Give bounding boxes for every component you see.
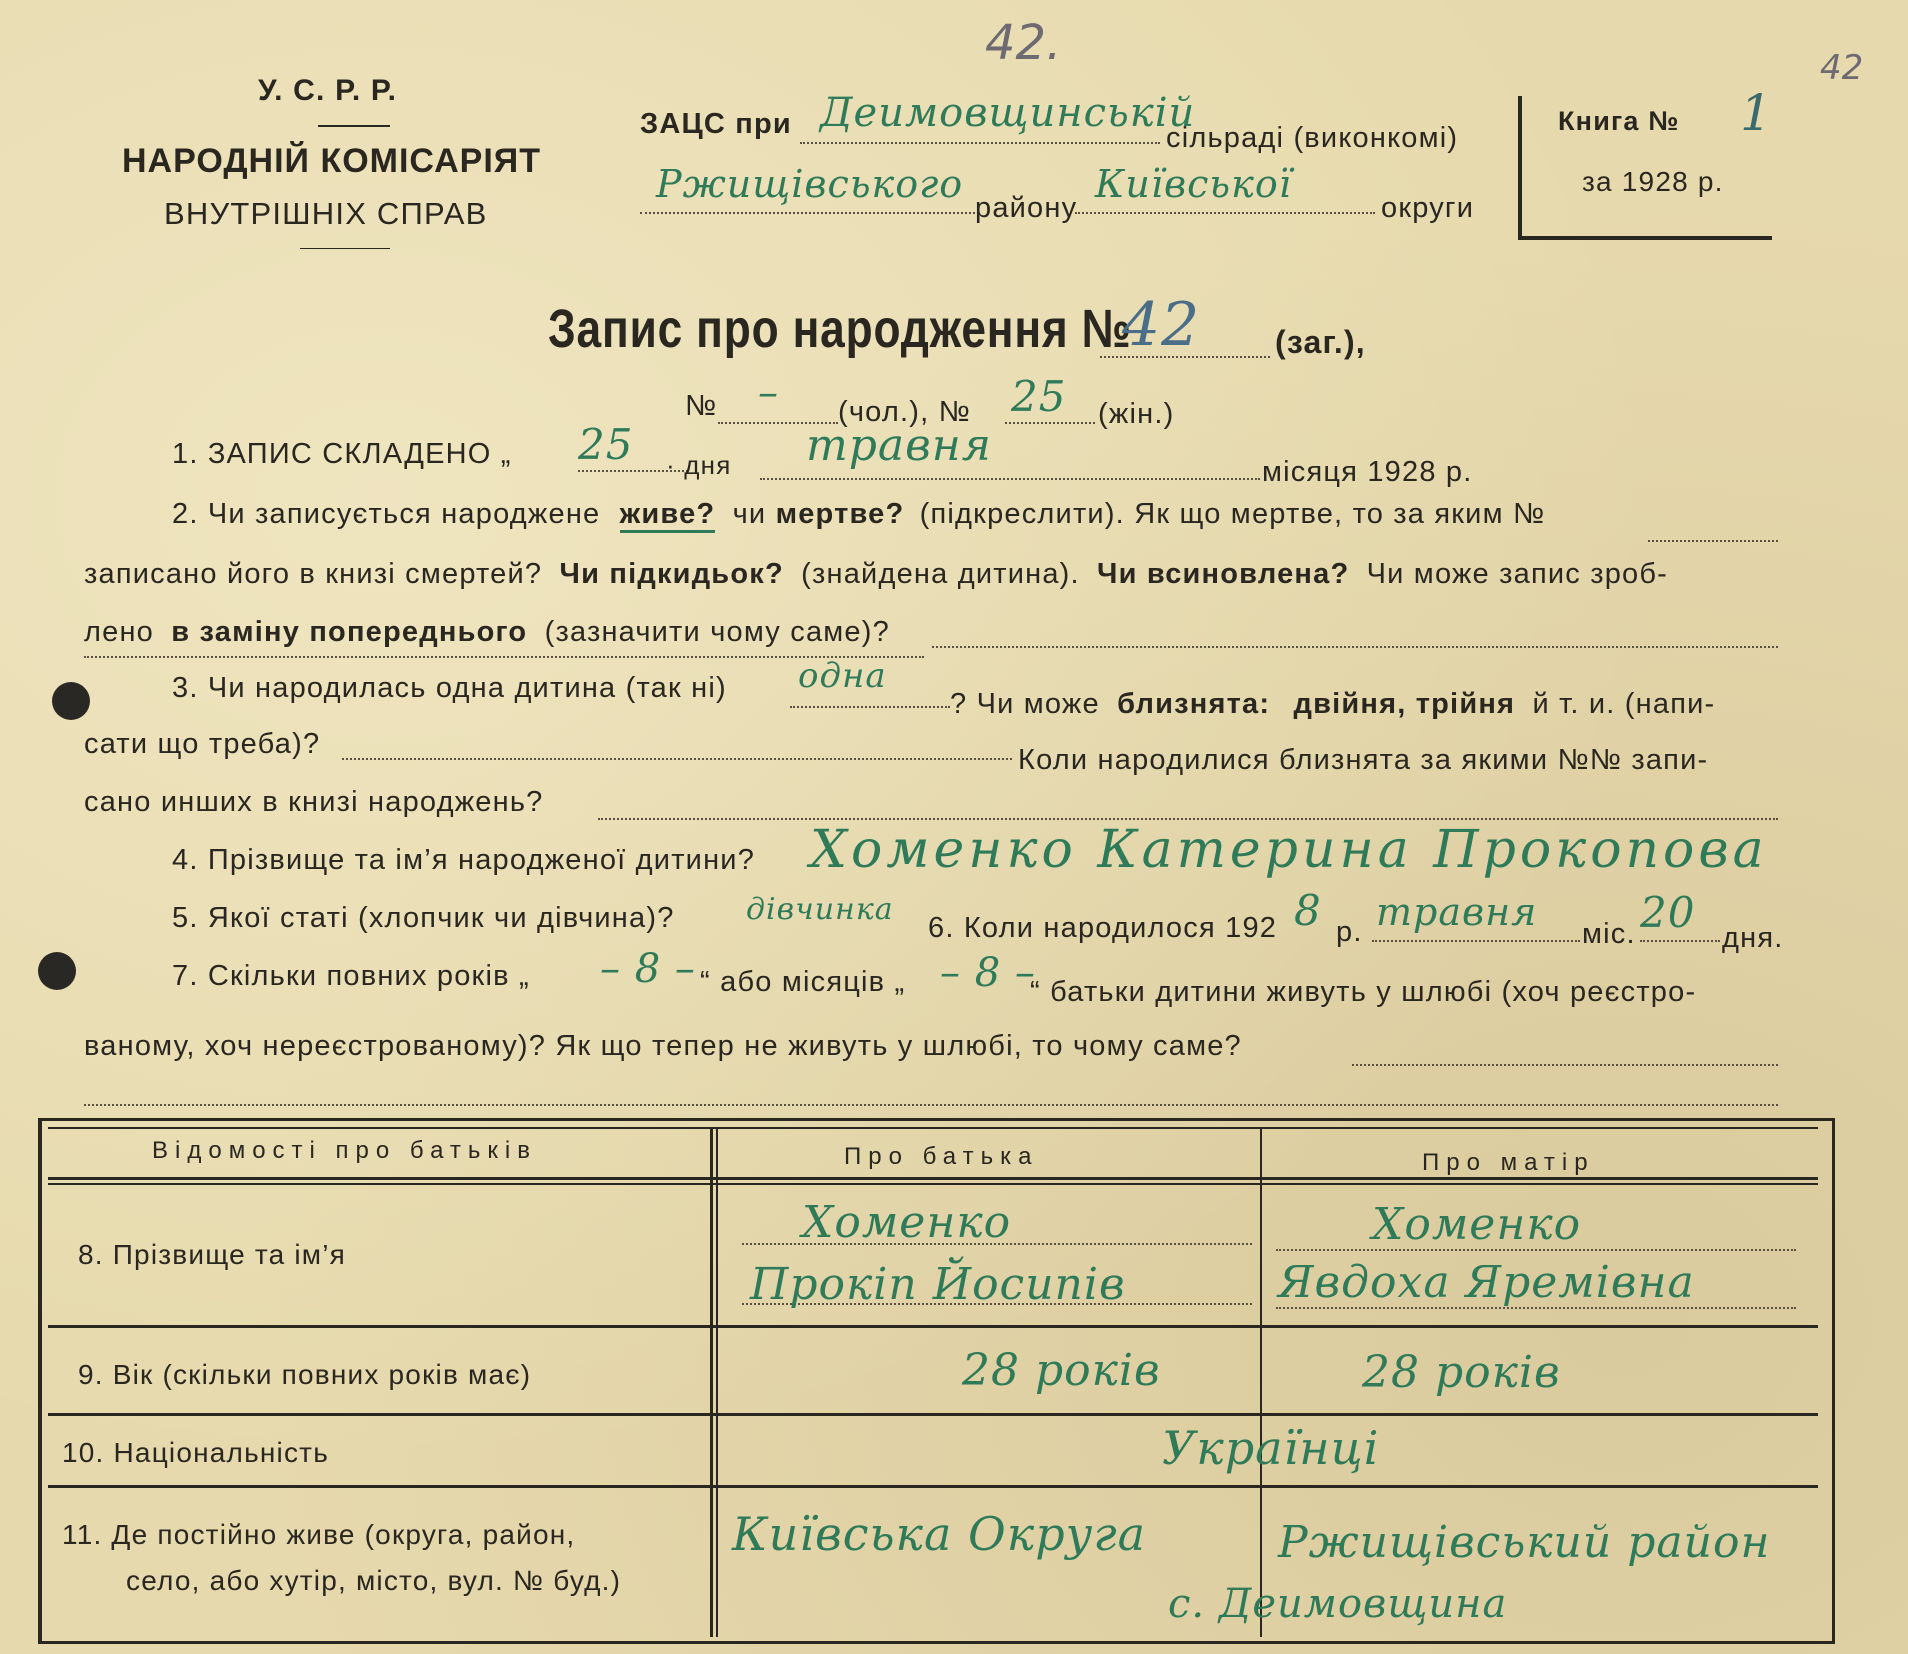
q2-l1b: чи [732, 498, 767, 530]
village-council-value: Деимовщинській [820, 90, 1196, 136]
q3-what-field [342, 724, 1012, 760]
q3-twins-types: двійня, трійня [1293, 688, 1516, 720]
row-residence-label-1: 11. Де постійно живе (округа, район, [62, 1519, 576, 1550]
header-rule-2 [300, 248, 390, 249]
q2-reason-field [932, 612, 1778, 648]
q3-line1-rest [950, 688, 1715, 721]
father-residence: Київська Округа [732, 1507, 1147, 1561]
q6-day-value: 20 [1640, 888, 1696, 937]
q6-r-label: р. [1336, 916, 1363, 948]
q2-l3b: (зазначити чому саме)? [544, 616, 890, 648]
district-value: Ржищівського [656, 162, 964, 206]
q3-line1 [172, 672, 727, 705]
q6-dnia-label: дня. [1722, 922, 1784, 954]
q2-line1 [172, 498, 1545, 531]
residence-village: с. Деимовщина [1168, 1581, 1508, 1627]
q2-dead-option: мертве? [775, 498, 905, 530]
q2-l3a: лено [84, 616, 154, 648]
q2-replace: в заміну попереднього [171, 616, 528, 648]
nationality-value: Українці [1162, 1421, 1380, 1475]
record-number-value: 42 [1122, 290, 1201, 360]
q7-label-c: “ батьки дитини живуть у шлюбі (хоч реєстро- [1030, 976, 1697, 1008]
q4-label: 4. Прізвище та ім’я народженої дитини? [172, 844, 756, 876]
header-father: Про батька [844, 1143, 1039, 1170]
q6-month-value: травня [1376, 890, 1538, 934]
q7-reason-field-2 [84, 1084, 1778, 1106]
header-parents-info: Відомості про батьків [152, 1137, 537, 1164]
q7-label-a: 7. Скільки повних років „ [172, 960, 530, 992]
q5-sex-value: дівчинка [746, 892, 894, 927]
q2-line2 [84, 558, 1668, 591]
q7-years-value: – 8 – [600, 946, 696, 992]
male-label: (чол.), № [838, 396, 971, 428]
zats-label: ЗАЦС при [640, 108, 792, 140]
male-number-value: – [758, 370, 779, 416]
q1-day-label: · дня [666, 450, 732, 480]
q6-day-field [1640, 888, 1720, 942]
q3-one-value: одна [798, 656, 887, 696]
okruha-field [1075, 162, 1375, 214]
village-council-field [800, 90, 1196, 144]
q2-alive-option: живе? [620, 498, 716, 533]
q1-day-value: 25 [578, 420, 634, 469]
mother-residence: Ржищівський район [1278, 1517, 1771, 1568]
republic-heading: У. С. Р. Р. [258, 74, 398, 107]
q3-l1a: 3. Чи народилась одна дитина (так ні) [172, 672, 727, 704]
q5-sex-field [746, 892, 926, 936]
q3-l2b: Коли народилися близнята за якими №№ запи- [1018, 744, 1709, 776]
q3-one-field [790, 656, 950, 708]
q1-month-value: травня [806, 420, 992, 471]
record-number-field [1100, 290, 1270, 360]
book-number: 1 [1740, 84, 1773, 142]
father-age: 28 років [962, 1345, 1161, 1396]
q2-l2c: Чи може запис зроб- [1366, 558, 1669, 590]
q2-adopted: Чи всиновлена? [1097, 558, 1350, 590]
header-mother: Про матір [1422, 1149, 1595, 1176]
q1-month-label: місяця 1928 р. [1262, 456, 1473, 488]
q6-mis-label: міс. [1582, 918, 1636, 950]
female-number-field [1005, 372, 1095, 424]
pencil-mark-top: 42. [985, 15, 1062, 71]
father-surname: Хоменко [802, 1197, 1012, 1248]
okruha-value: Київської [1095, 162, 1292, 206]
q2-l1c: (підкреслити). Як що мертве, то за яким № [919, 498, 1546, 530]
q7-label-b: “ або місяців „ [700, 966, 906, 998]
punch-hole-top [52, 682, 90, 720]
q2-l2a: записано його в книзі смертей? [84, 558, 543, 590]
record-suffix: (заг.), [1275, 324, 1366, 360]
q4-name-value: Хоменко Катерина Прокопова [810, 820, 1768, 880]
row-residence-label-2: село, або хутір, місто, вул. № буд.) [126, 1565, 622, 1596]
q5-label: 5. Якої статі (хлопчик чи дівчина)? [172, 902, 675, 934]
mother-surname: Хоменко [1372, 1199, 1582, 1250]
q3-twins: близнята: [1117, 688, 1271, 720]
header-rule-1 [318, 125, 390, 127]
q3-l3a: сано инших в книзі народжень? [84, 786, 544, 818]
q1-month-field [760, 420, 1260, 480]
row-name-label: 8. Прізвище та ім’я [78, 1239, 346, 1270]
q3-l1b: ? Чи може [950, 688, 1100, 720]
record-title-label: Запис про народження № [548, 299, 1132, 359]
pencil-mark-corner: 42 [1820, 48, 1864, 88]
commissariat-heading: НАРОДНІЙ КОМІСАРІЯТ [122, 142, 541, 180]
okruha-label: округи [1381, 192, 1475, 224]
q6-label: 6. Коли народилося 192 [928, 912, 1278, 944]
q6-month-field [1372, 890, 1580, 942]
father-given-name: Прокіп Йосипів [750, 1259, 1126, 1310]
rayon-label: району [975, 192, 1078, 224]
q2-death-no-field [1648, 510, 1778, 542]
q6-year-value: 8 [1294, 886, 1322, 935]
parents-table [38, 1118, 1835, 1644]
q7-months-value: – 8 – [940, 950, 1036, 996]
sildrada-label: сільраді (виконкомі) [1166, 122, 1459, 154]
q2-l1a: 2. Чи записується народжене [172, 498, 601, 530]
mother-given-name: Явдоха Яремівна [1278, 1257, 1695, 1308]
q4-name-field [800, 820, 1780, 880]
mother-age: 28 років [1362, 1347, 1561, 1398]
subnumber-no-label: № [685, 390, 718, 422]
book-label: Книга № [1558, 106, 1680, 136]
punch-hole-bottom [38, 952, 76, 990]
female-number-value: 25 [1011, 372, 1067, 421]
district-field [640, 162, 975, 214]
female-label: (жін.) [1098, 398, 1175, 430]
q1-label: 1. ЗАПИС СКЛАДЕНО „ [172, 438, 512, 470]
q3-others-field [598, 784, 1778, 820]
q3-l2a: сати що треба)? [84, 728, 321, 760]
male-number-field [718, 370, 838, 424]
book-box [1518, 84, 1773, 240]
q3-l1c: й т. и. (напи- [1532, 688, 1716, 720]
q7-line2: ваному, хоч нереєстрованому)? Як що тепер не живуть у шлюбі, то чому саме? [84, 1030, 1242, 1062]
department-heading: ВНУТРІШНІХ СПРАВ [164, 196, 488, 231]
row-age-label: 9. Вік (скільки повних років має) [78, 1359, 532, 1390]
q7-reason-field [1352, 1030, 1778, 1066]
book-year: за 1928 р. [1582, 166, 1724, 197]
q2-foundling: Чи підкидьок? [559, 558, 784, 590]
q2-l2b: (знайдена дитина). [801, 558, 1080, 590]
row-nationality-label: 10. Національність [62, 1437, 329, 1468]
